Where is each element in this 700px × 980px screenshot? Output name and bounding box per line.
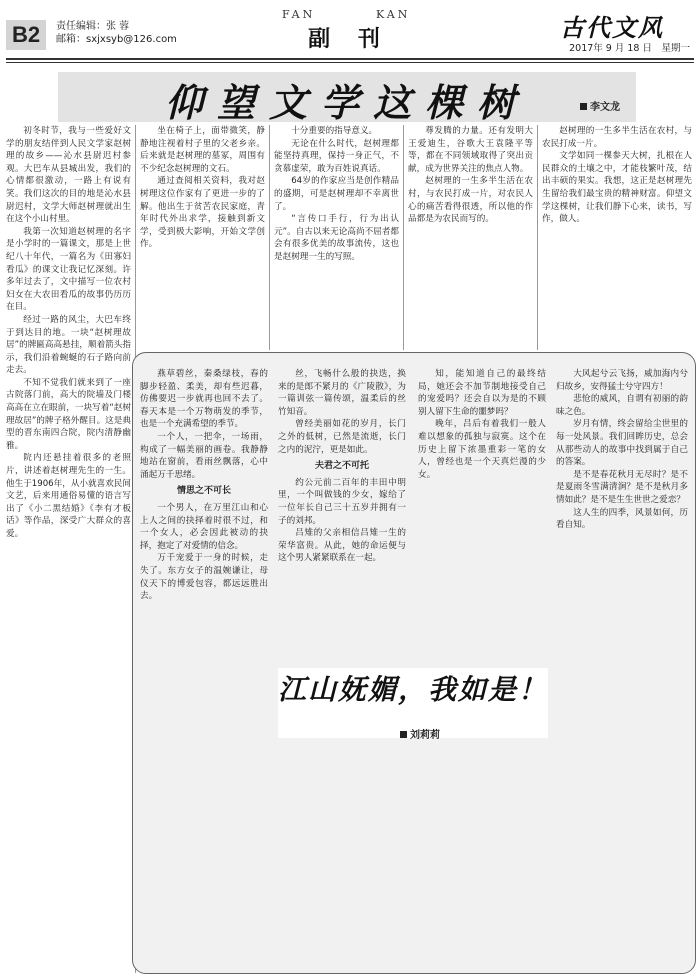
paragraph: 坐在椅子上，面带微笑，静静地注视着村子里的父老乡亲。后来就是赵树理的墓冢，周围有不少纪念赵树理的文石。 xyxy=(140,126,265,174)
paragraph: 文学如同一棵参天大树，扎根在人民群众的土壤之中，才能枝繁叶茂，结出丰硕的果实。我想，这正是赵树理先生留给我们最宝贵的精神财富。仰望文学这棵树，让我们静下心来，读书，写作，做人。 xyxy=(542,151,692,225)
paragraph: 知，能知道自己的最终结局，她还会不加节制地接受自己的宠爱吗？还会自以为是的不顾别人留下生命的噩梦吗？ xyxy=(418,369,546,417)
paragraph: 初冬时节，我与一些爱好文学的朋友结伴到人民文学家赵树理的故乡——沁水县尉迟村参观。大巴车从县城出发，我们的心情都很激动，一路上有说有笑。我们这次的目的地是沁水县尉迟村，文学大师赵树理就出生在这个小山村里。 xyxy=(6,126,131,225)
editor-info xyxy=(56,20,177,46)
article2-title: 江山妩媚，我如是！ xyxy=(278,673,549,706)
article2-byline xyxy=(400,726,440,741)
email-label: 邮箱：sxjxsyb@126.com xyxy=(56,34,177,45)
article1-column-5 xyxy=(542,125,692,355)
column-divider xyxy=(537,125,538,350)
column-divider xyxy=(403,125,404,350)
paragraph: 赵树理的一生多半生活在农村，与农民打成一片。 xyxy=(542,126,692,149)
paragraph: 尊发腾的力量。还有发明大王爱迪生，谷歌大王袁隆平等等，都在不同领域取得了突出贡献，成为世界关注的焦点人物。 xyxy=(408,126,533,174)
paragraph: 赵树理的一生多半生活在农村，与农民打成一片，对农民人心的痛苦看得很透，所以他的作品都是为农民而写的。 xyxy=(408,176,533,225)
paragraph: 无论在什么时代，赵树理都能坚持真理，保持一身正气，不贪慕虚荣，敢为百姓说真话。 xyxy=(274,138,399,174)
header-rule-thin xyxy=(6,62,694,63)
paragraph: 不知不觉我们就来到了一座古院落门前，高大的院墙及门楼高高在立在眼前，一块写着“赵树理故居”的牌子格外醒目。这是典型的晋东南四合院，院内清静幽雅。 xyxy=(6,377,131,451)
article1-title: 仰望文学这棵树 xyxy=(164,80,529,125)
article1-column-2 xyxy=(140,125,265,355)
paragraph: 64岁的作家应当是创作精品的盛期，可是赵树理却不幸离世了。 xyxy=(274,176,399,212)
paragraph: “言传口手行，行为出认元”。自古以来无论高尚不屈者都会有很多优美的故事流传，这也是赵树理一生的写照。 xyxy=(274,214,399,262)
paragraph: 岁月有情，终会留给尘世里的每一处风景。我们回眸历史，总会从那些动人的故事中找到属于自己的答案。 xyxy=(556,419,688,468)
section-name: 副 刊 xyxy=(308,26,390,52)
article1-byline xyxy=(580,98,620,113)
paragraph: 燕草碧丝，秦桑绿枝，春的脚步轻盈、柔美，却有些迟暮，仿佛要迟一步就再也回不去了。春天本是一个万物萌发的季节，也是一个充满希望的季节。 xyxy=(140,369,268,430)
byline-square-icon xyxy=(580,103,587,110)
paragraph: 院内还悬挂着很多的老照片，讲述着赵树理先生的一生。他生于1906年，从小就喜欢民间文艺，后来用通俗易懂的语言写出了《小二黑结婚》《李有才板话》等作品，深受广大群众的喜爱。 xyxy=(6,453,131,539)
article2-subheading-1: 情思之不可长 xyxy=(176,486,231,497)
article2-column-1 xyxy=(140,368,268,968)
paragraph: 万千宠爱于一身的时候，走失了。东方女子的温婉谦让，母仪天下的博爱包容，都远远胜出去。 xyxy=(140,553,268,602)
paragraph: 丝，飞畅什么般的抉迭，换来的是郎不紧月的《广陵散》，为一篇训弦一篇传颂，温柔后的丝竹知音。 xyxy=(278,369,406,417)
paragraph: 是不是春花秋月无尽时？是不是夏雨冬雪满清涧？是不是秋月多情如此？是不是生生世世之爱恋？ xyxy=(556,469,688,505)
article1-column-3 xyxy=(274,125,399,355)
article1-column-1 xyxy=(6,125,131,973)
section-fan: FAN xyxy=(282,8,316,21)
byline-square-icon xyxy=(400,731,407,738)
editor-label: 责任编辑：张 蓉 xyxy=(56,21,130,32)
date-line: 2017年 9 月 18 日 星期一 xyxy=(569,43,690,54)
column-divider xyxy=(269,125,270,350)
paragraph: 晚年，吕后有着我们一般人难以想象的孤独与寂寞。这个在历史上留下浓墨重彩一笔的女人，曾经也是一个天真烂漫的少女。 xyxy=(418,419,546,480)
paragraph: 悲怆的威风，自谓有初丽的韵味之色。 xyxy=(556,394,688,417)
paragraph: 经过一路的风尘，大巴车终于到达目的地。一块“赵树理故居”的牌匾高高悬挂，顺着箭头指示，我们沿着蜿蜒的石子路向前走去。 xyxy=(6,314,131,376)
article1-column-4 xyxy=(408,125,533,355)
article1-author: 李文龙 xyxy=(590,102,620,113)
paragraph: 大风起兮云飞扬，威加海内兮归故乡，安得猛士兮守四方！ xyxy=(556,369,688,392)
article2-subheading-2: 夫君之不可托 xyxy=(314,461,369,472)
paragraph: 曾经美丽如花的岁月，长门之外的低树，已然是流逝，长门之内的泥泞，更是如此。 xyxy=(278,419,406,455)
paragraph: 我第一次知道赵树理的名字是小学时的一篇课文，那是上世纪八十年代，一篇名为《田寡妇看瓜》的课文让我记忆深刻。许多年过去了，文中描写一位农村妇女在大农田看瓜的故事仍历历在目。 xyxy=(6,226,131,313)
paragraph: 一个人，一把伞，一场雨，构成了一幅美丽的画卷。我静静地站在窗前，看雨丝飘落，心中涌起万千思绪。 xyxy=(140,431,268,480)
paragraph: 约公元前二百年的丰田中明里，一个叫做钱的少女，嫁给了一位年长自己三十五岁并拥有一子的刘邦。 xyxy=(278,477,406,526)
paragraph: 十分重要的指导意义。 xyxy=(291,126,378,136)
section-kan: KAN xyxy=(376,8,411,21)
article1-title-box xyxy=(58,72,636,125)
article2-author: 刘莉莉 xyxy=(410,730,440,741)
paragraph: 这人生的四季，风景如何，历看自知。 xyxy=(556,507,688,531)
header-rule xyxy=(6,58,694,60)
article2-column-4 xyxy=(556,368,688,968)
paragraph: 一个男人，在万里江山和心上人之间的抉择着时很不过，和一个女人，必会因此被动的抉择，抱定了对爱情的信念。 xyxy=(140,502,268,551)
page-header xyxy=(0,0,700,62)
page-number: B2 xyxy=(6,20,46,50)
paragraph: 吕雉的父亲相信吕雉一生的荣华富贵。从此，她的命运便与这个男人紧紧联系在一起。 xyxy=(278,528,406,564)
paragraph: 通过查阅相关资料，我对赵树理这位作家有了更进一步的了解。他出生于贫苦农民家庭，青年时代外出求学，接触到新文学，受到极大影响，开始文学创作。 xyxy=(140,176,265,250)
newspaper-masthead: 古代文风 xyxy=(560,13,664,42)
